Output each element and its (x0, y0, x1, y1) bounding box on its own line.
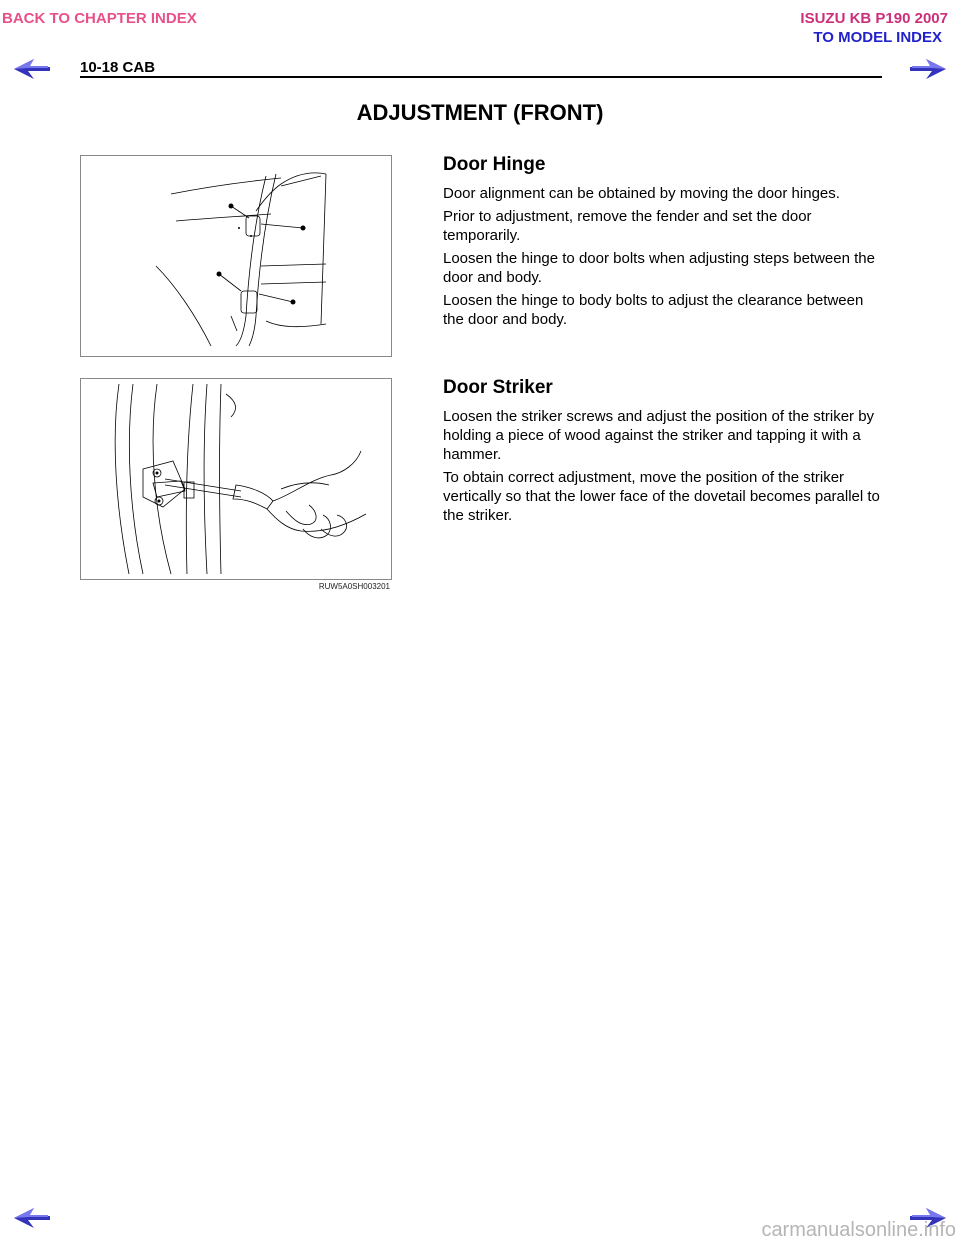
watermark: carmanualsonline.info (761, 1219, 956, 1241)
page-title: ADJUSTMENT (FRONT) (356, 100, 604, 125)
figure-code: RUW5A0SH003201 (318, 582, 390, 591)
model-title: ISUZU KB P190 2007 (800, 10, 948, 27)
arrow-left-icon[interactable] (12, 57, 52, 81)
paragraph: Loosen the hinge to body bolts to adjust the clearance between the door and body. (443, 292, 864, 328)
paragraph: Loosen the hinge to door bolts when adjusting steps between the door and body. (443, 250, 875, 286)
section-heading: Door Striker (443, 377, 553, 398)
door-hinge-illustration (80, 155, 392, 357)
arrow-right-icon[interactable] (908, 57, 948, 81)
section-heading: Door Hinge (443, 154, 546, 175)
paragraph: Door alignment can be obtained by moving the door hinges. (443, 185, 840, 202)
arrow-left-icon[interactable] (12, 1206, 52, 1230)
header-rule (80, 76, 882, 78)
back-to-chapter-index-link[interactable]: BACK TO CHAPTER INDEX (2, 10, 197, 27)
paragraph: Prior to adjustment, remove the fender and set the door temporarily. (443, 208, 812, 244)
door-striker-section (443, 377, 888, 529)
door-striker-illustration (80, 378, 392, 580)
door-hinge-section (443, 154, 888, 333)
to-model-index-link[interactable]: TO MODEL INDEX (813, 29, 942, 46)
paragraph: Loosen the striker screws and adjust the position of the striker by holding a piece of wood against the striker and tapping it with a hammer. (443, 408, 875, 463)
paragraph: To obtain correct adjustment, move the position of the striker vertically so that the lower face of the dovetail becomes parallel to the striker. (443, 469, 880, 524)
page-header-label: 10-18 CAB (80, 59, 156, 76)
